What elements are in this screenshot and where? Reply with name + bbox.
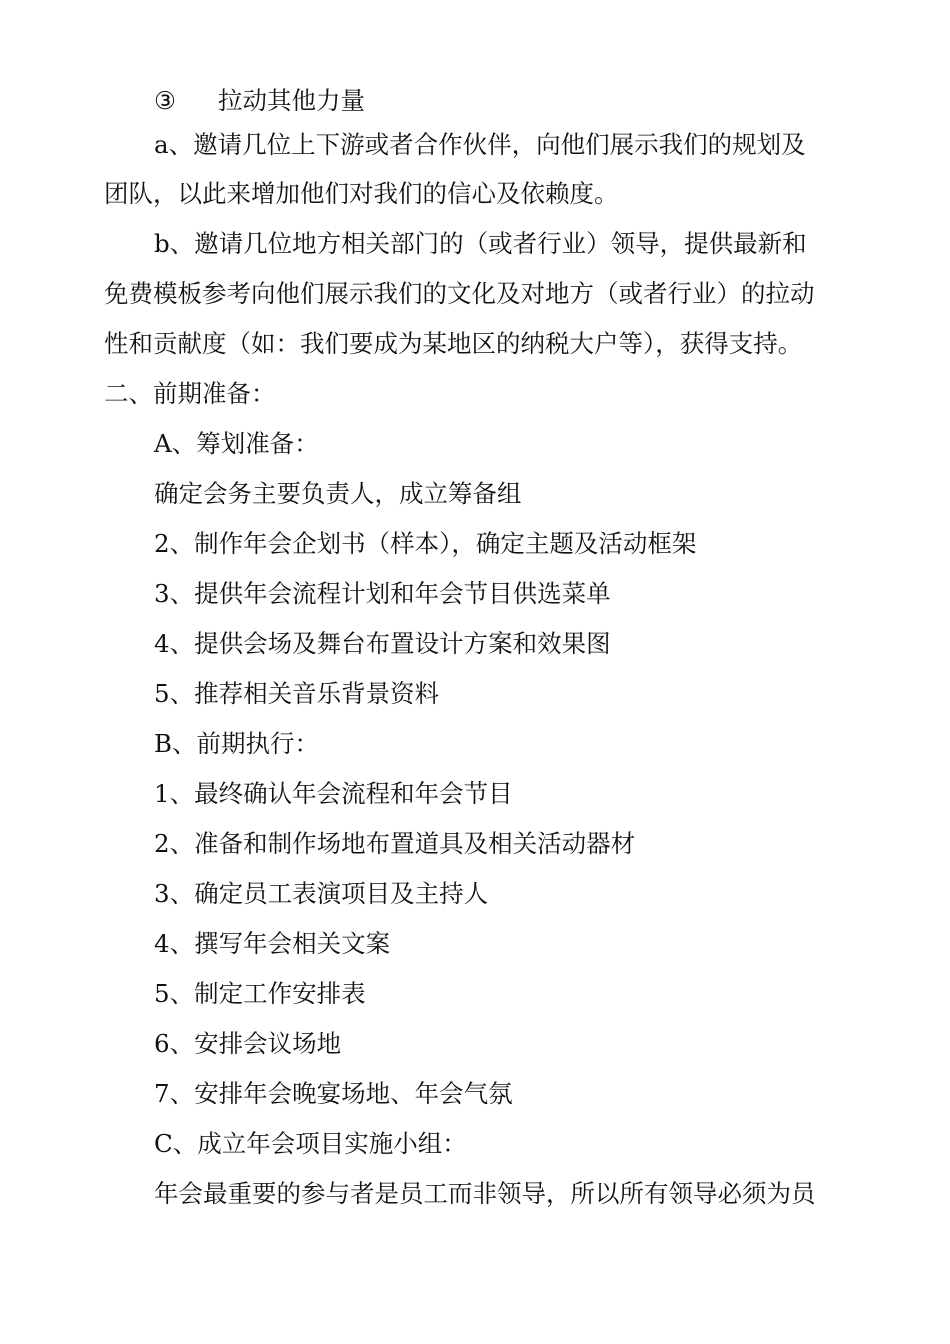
paragraph-line: 团队，以此来增加他们对我们的信心及依赖度。 bbox=[104, 179, 619, 208]
subsection-title: 拉动其他力量 bbox=[218, 86, 365, 115]
paragraph-line: 免费模板参考向他们展示我们的文化及对地方（或者行业）的拉动 bbox=[104, 279, 815, 308]
paragraph-line: a、邀请几位上下游或者合作伙伴，向他们展示我们的规划及 bbox=[154, 130, 806, 159]
list-item: 7、安排年会晚宴场地、年会气氛 bbox=[154, 1079, 513, 1108]
list-item: 1、最终确认年会流程和年会节目 bbox=[154, 779, 513, 808]
circled-number: ③ bbox=[154, 86, 176, 115]
subsection-heading: B、前期执行： bbox=[154, 729, 320, 758]
list-item: 2、制作年会企划书（样本），确定主题及活动框架 bbox=[154, 529, 697, 558]
list-item: 确定会务主要负责人，成立筹备组 bbox=[154, 479, 522, 508]
subsection-heading: A、筹划准备： bbox=[154, 429, 319, 458]
list-item: 6、安排会议场地 bbox=[154, 1029, 342, 1058]
list-item: 4、提供会场及舞台布置设计方案和效果图 bbox=[154, 629, 611, 658]
list-item: 4、撰写年会相关文案 bbox=[154, 929, 391, 958]
subsection-heading: C、成立年会项目实施小组： bbox=[154, 1129, 467, 1158]
section-heading: 二、前期准备： bbox=[104, 379, 276, 408]
paragraph-line: 年会最重要的参与者是员工而非领导，所以所有领导必须为员 bbox=[154, 1179, 816, 1208]
paragraph-line: b、邀请几位地方相关部门的（或者行业）领导，提供最新和 bbox=[154, 229, 807, 258]
subsection-heading bbox=[154, 86, 365, 116]
list-item: 5、推荐相关音乐背景资料 bbox=[154, 679, 440, 708]
list-item: 2、准备和制作场地布置道具及相关活动器材 bbox=[154, 829, 636, 858]
list-item: 3、提供年会流程计划和年会节目供选菜单 bbox=[154, 579, 611, 608]
paragraph-line: 性和贡献度（如：我们要成为某地区的纳税大户等），获得支持。 bbox=[104, 329, 803, 358]
list-item: 5、制定工作安排表 bbox=[154, 979, 366, 1008]
list-item: 3、确定员工表演项目及主持人 bbox=[154, 879, 489, 908]
